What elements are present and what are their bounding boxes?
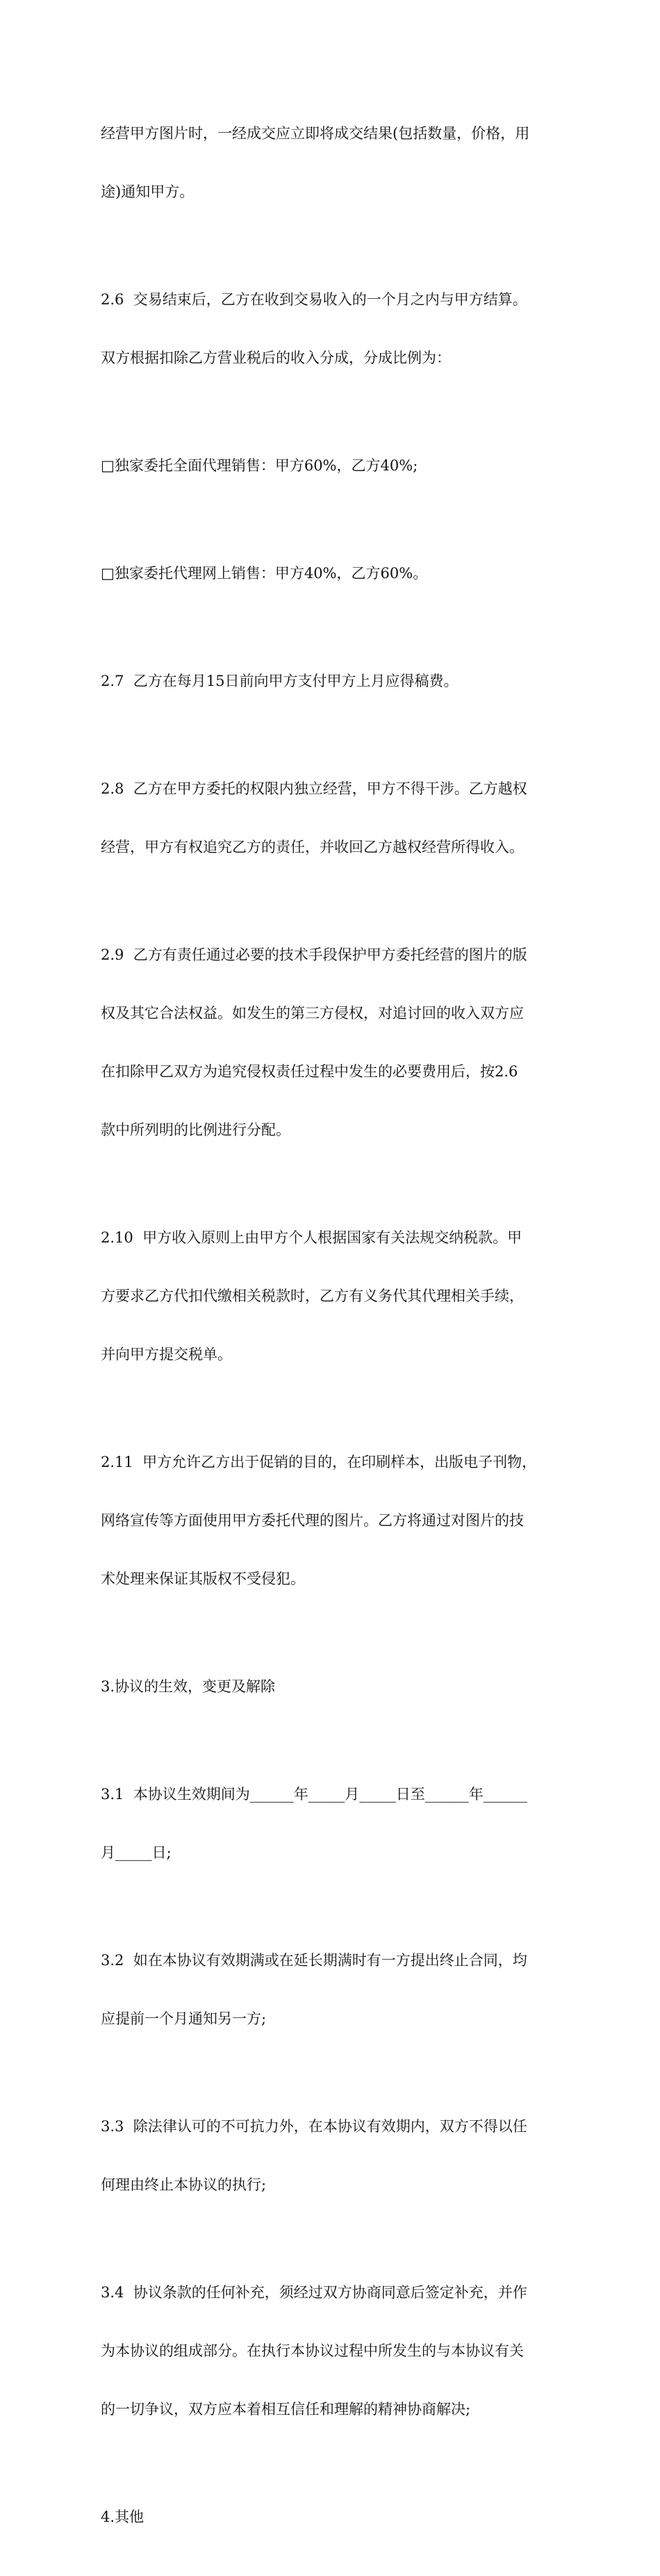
- text-line: 3.2 如在本协议有效期满或在延长期满时有一方提出终止合同，均: [101, 1952, 527, 1969]
- paragraph-clause-3-2: [101, 1912, 563, 2067]
- text-line: 为本协议的组成部分。在执行本协议过程中所发生的与本协议有关: [101, 2343, 524, 2359]
- text-line: 3.4 协议条款的任何补充，须经过双方协商同意后签定补充，并作: [101, 2284, 527, 2301]
- text-line: 双方根据扣除乙方营业税后的收入分成，分成比例为：: [101, 350, 451, 366]
- text-line: 经营，甲方有权追究乙方的责任，并收回乙方越权经营所得收入。: [101, 839, 524, 855]
- heading-text: 3.协议的生效，变更及解除: [101, 1678, 276, 1695]
- text-line: 网络宣传等方面使用甲方委托代理的图片。乙方将通过对图片的技: [101, 1512, 524, 1529]
- text-line: 术处理来保证其版权不受侵犯。: [101, 1570, 305, 1587]
- paragraph-clause-2-11: [101, 1413, 563, 1627]
- text-line: 2.6 交易结束后，乙方在收到交易收入的一个月之内与甲方结算。: [101, 291, 527, 308]
- section-heading-3: [101, 1638, 563, 1735]
- paragraph-clause-2-9: [101, 906, 563, 1179]
- text-line: 方要求乙方代扣代缴相关税款时，乙方有义务代其代理相关手续，: [101, 1288, 524, 1304]
- text-line: 经营甲方图片时，一经成交应立即将成交结果(包括数量，价格，用: [101, 125, 530, 142]
- text-line: 3.1 本协议生效期间为______年_____月_____日至______年______: [101, 1786, 527, 1803]
- option-full-agency: [101, 417, 563, 514]
- text-line: □独家委托代理网上销售：甲方40%，乙方60%。: [101, 565, 428, 582]
- text-line: 2.9 乙方有责任通过必要的技术手段保护甲方委托经营的图片的版: [101, 946, 527, 963]
- text-line: 何理由终止本协议的执行;: [101, 2176, 267, 2193]
- text-line: 并向甲方提交税单。: [101, 1346, 232, 1363]
- paragraph-clause-2-7: [101, 632, 563, 730]
- text-line: □独家委托全面代理销售：甲方60%，乙方40%;: [101, 457, 418, 474]
- document-page: [101, 85, 563, 2576]
- text-line: 2.8 乙方在甲方委托的权限内独立经营，甲方不得干涉。乙方越权: [101, 780, 527, 797]
- option-online-agency: [101, 525, 563, 622]
- text-line: 2.11 甲方允许乙方出于促销的目的，在印刷样本，出版电子刊物，: [101, 1454, 537, 1470]
- paragraph-clause-2-10: [101, 1189, 563, 1403]
- text-line: 的一切争议，双方应本着相互信任和理解的精神协商解决;: [101, 2401, 471, 2418]
- text-line: 2.10 甲方收入原则上由甲方个人根据国家有关法规交纳税款。甲: [101, 1229, 522, 1246]
- paragraph-clause-2-6: [101, 251, 563, 407]
- text-line: 3.3 除法律认可的不可抗力外，在本协议有效期内，双方不得以任: [101, 2118, 527, 2135]
- paragraph-clause-3-3: [101, 2078, 563, 2233]
- text-line: 权及其它合法权益。如发生的第三方侵权，对追讨回的收入双方应: [101, 1005, 524, 1022]
- text-line: 月_____日;: [101, 1844, 172, 1861]
- section-heading-4: [101, 2468, 563, 2566]
- paragraph-clause-2-5-continued: [101, 85, 563, 240]
- paragraph-clause-2-8: [101, 740, 563, 896]
- heading-text: 4.其他: [101, 2509, 145, 2525]
- text-line: 途)通知甲方。: [101, 183, 195, 200]
- text-line: 2.7 乙方在每月15日前向甲方支付甲方上月应得稿费。: [101, 673, 459, 689]
- text-line: 应提前一个月通知另一方;: [101, 2010, 267, 2027]
- paragraph-clause-3-4: [101, 2244, 563, 2458]
- text-line: 款中所列明的比例进行分配。: [101, 1122, 290, 1138]
- paragraph-clause-3-1: [101, 1746, 563, 1901]
- text-line: 在扣除甲乙双方为追究侵权责任过程中发生的必要费用后，按2.6: [101, 1063, 518, 1080]
